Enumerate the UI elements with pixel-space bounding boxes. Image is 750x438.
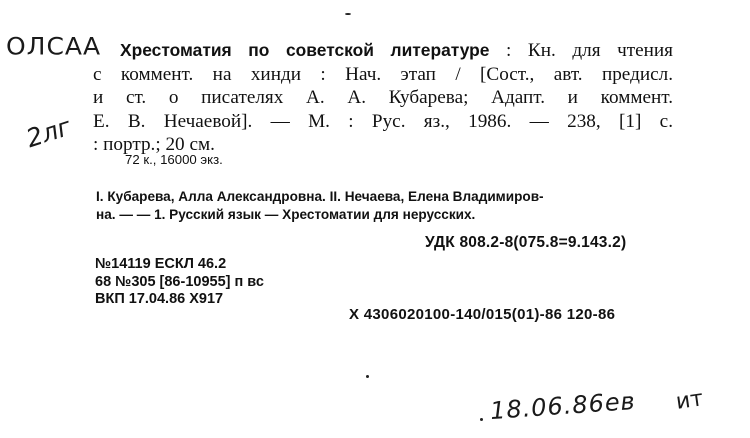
bibliographic-description (93, 39, 673, 157)
title-continuation: : Кн. для чтения (506, 40, 673, 61)
handwritten-code: ОЛСАА (6, 32, 102, 61)
ink-speck (366, 375, 369, 378)
description-line-2: с коммент. на хинди : Нач. этап / [Сост., авт. предисл. (93, 63, 673, 85)
description-line-5: : портр.; 20 см. (93, 134, 215, 156)
description-line-1 (93, 39, 673, 63)
tracing-line-1: I. Кубарева, Алла Александровна. II. Нечаева, Елена Владимиров- (96, 189, 544, 204)
print-run: 72 к., 16000 экз. (125, 152, 223, 167)
date-text: 18.06.86 (489, 389, 606, 426)
description-line-4: Е. В. Нечаевой]. — М. : Рус. яз., 1986. — 238, [1] с. (93, 110, 673, 132)
registration-numbers (95, 256, 264, 309)
tracings (96, 188, 666, 225)
book-title: Хрестоматия по советской литературе (120, 40, 490, 60)
price-code: Х 4306020100-140/015(01)-86 120-86 (349, 306, 616, 323)
description-line-3: и ст. о писателях А. А. Кубарева; Адапт. и коммент. (93, 87, 673, 109)
registration-line-2: 68 №305 [86-10955] п вс (95, 273, 264, 290)
handwritten-tick: ит (674, 386, 705, 415)
ink-speck (345, 13, 351, 15)
handwritten-mark: 2лг (22, 111, 75, 154)
registration-line-1: №14119 ЕСКЛ 46.2 (95, 256, 227, 272)
ink-speck (480, 418, 483, 421)
initials-text: ев (603, 386, 637, 418)
registration-line-3: ВКП 17.04.86 Х917 (95, 291, 224, 308)
handwritten-date (489, 387, 636, 425)
tracing-line-2: на. — — 1. Русский язык — Хрестоматии для нерусских. (96, 207, 476, 223)
udk-code: УДК 808.2-8(075.8=9.143.2) (425, 234, 627, 251)
